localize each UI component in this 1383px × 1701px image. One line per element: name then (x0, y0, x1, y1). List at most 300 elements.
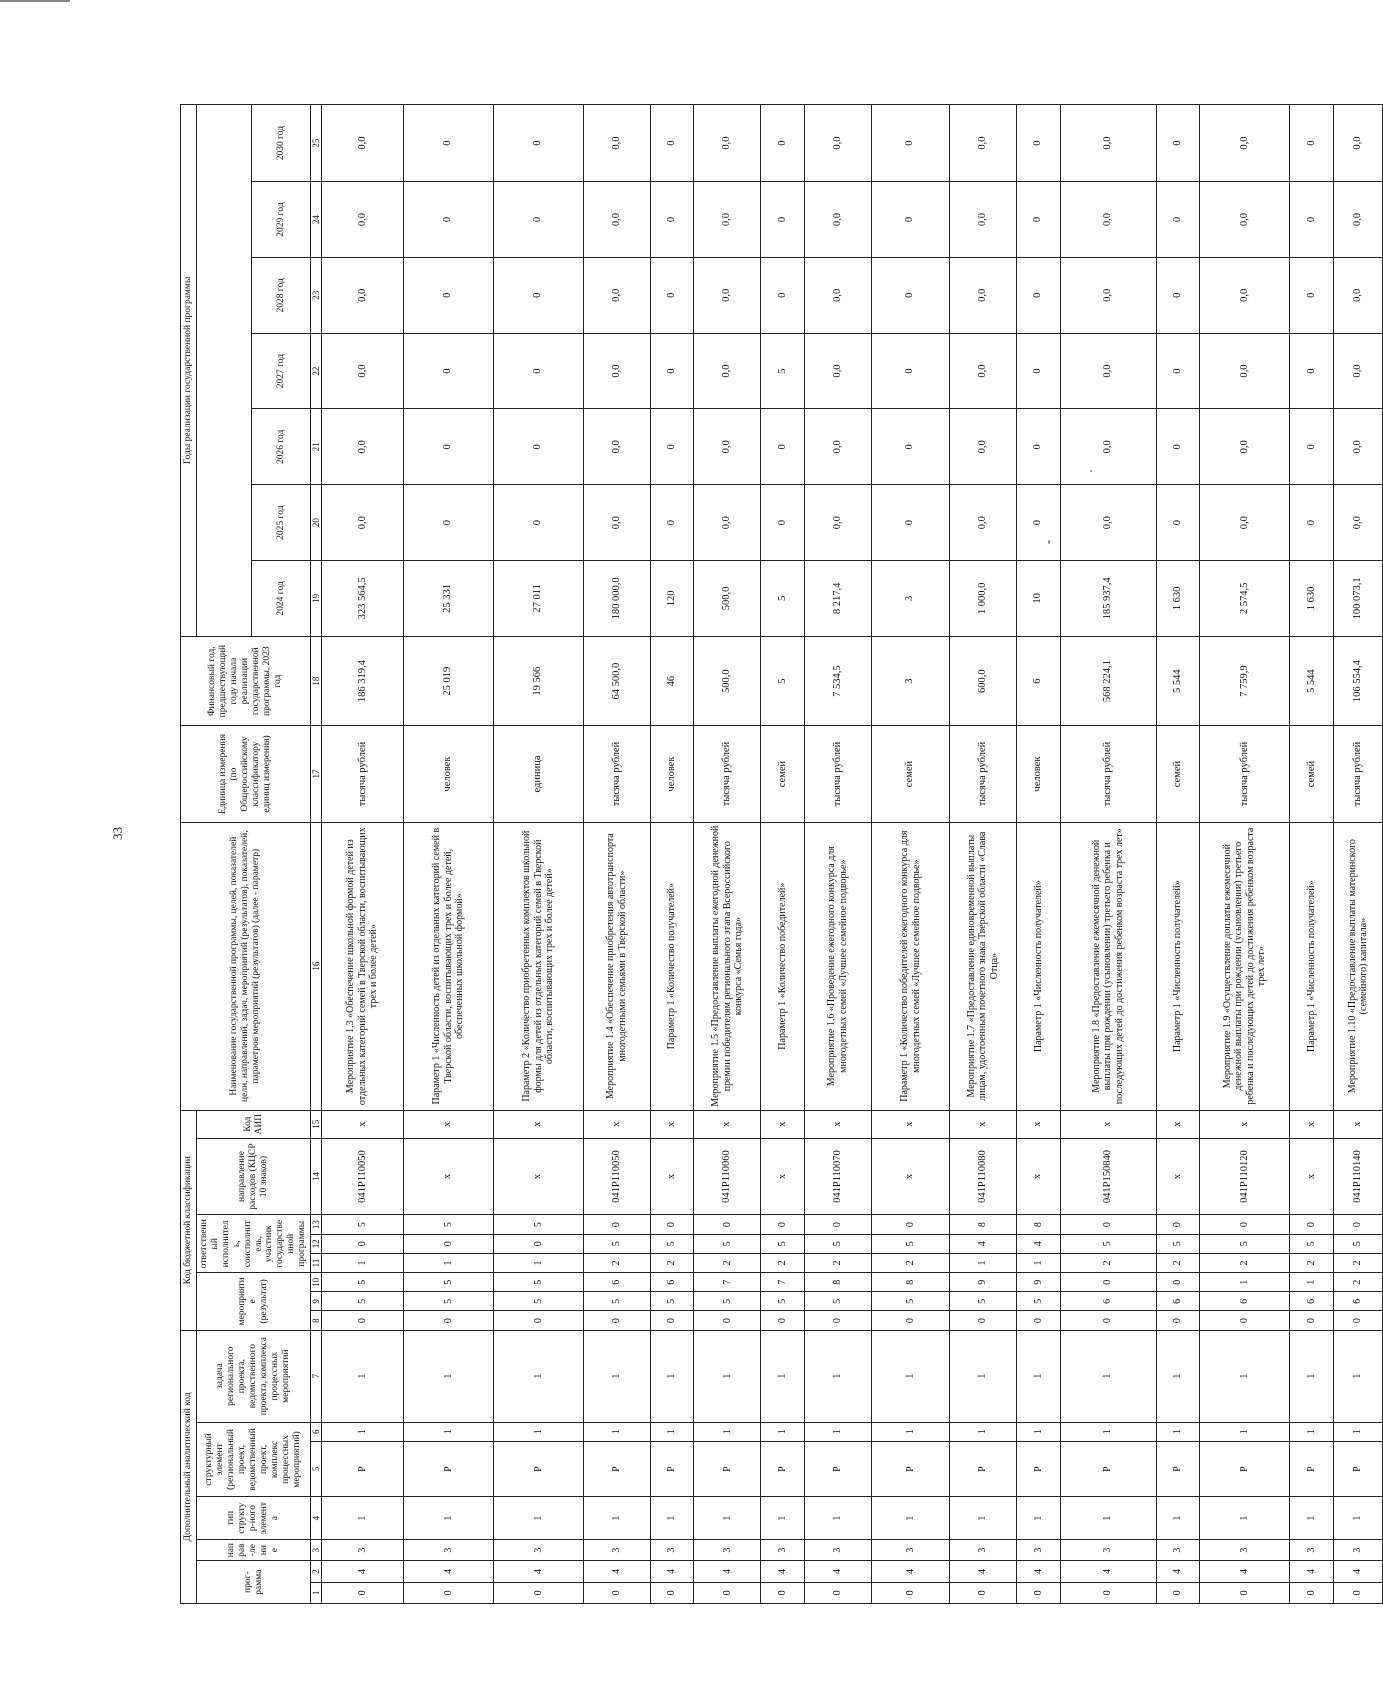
aip-cell: x (1017, 1110, 1061, 1138)
code-digit: 4 (871, 1561, 949, 1582)
unit-cell: семей (871, 726, 949, 822)
code-digit: 1 (1333, 1497, 1382, 1540)
year-value-cell: 0,0 (322, 409, 403, 485)
column-index: 4 (311, 1497, 322, 1540)
header-year: 2024 год (251, 561, 310, 637)
year-value-cell: 0,0 (694, 105, 761, 182)
base-year-cell: 568 224,1 (1060, 636, 1156, 726)
code-digit: 2 (650, 1253, 694, 1272)
code-digit: 5 (584, 1292, 651, 1311)
code-digit: 0 (950, 1582, 1017, 1603)
code-digit: 5 (950, 1292, 1017, 1311)
year-value-cell: 0 (403, 409, 493, 485)
code-digit: 9 (950, 1273, 1017, 1292)
code-digit: 1 (950, 1497, 1017, 1540)
code-digit: 0 (761, 1582, 805, 1603)
code-digit: 0 (804, 1215, 871, 1234)
code-digit: 0 (403, 1311, 493, 1330)
code-digit: 1 (694, 1497, 761, 1540)
code-digit: 1 (403, 1422, 493, 1441)
code-digit: 0 (322, 1582, 403, 1603)
base-year-cell: 6 (1017, 636, 1061, 726)
table-row (950, 105, 1017, 1604)
column-index: 3 (311, 1539, 322, 1560)
header-year: 2025 год (251, 485, 310, 561)
code-digit: 0 (761, 1215, 805, 1234)
code-digit: 2 (1290, 1253, 1334, 1272)
code-digit: 5 (584, 1234, 651, 1253)
column-index: 24 (311, 182, 322, 258)
column-index: 20 (311, 485, 322, 561)
code-digit: 1 (1200, 1497, 1290, 1540)
kcsr-cell: x (493, 1138, 583, 1215)
year-value-cell: 0 (1290, 182, 1334, 258)
code-digit: 0 (1060, 1582, 1156, 1603)
year-value-cell: 0,0 (322, 182, 403, 258)
base-year-cell: 5 544 (1156, 636, 1200, 726)
header-tip: тип структур-ного элемента (196, 1497, 310, 1540)
code-digit: 0 (403, 1582, 493, 1603)
code-digit: 1 (322, 1422, 403, 1441)
year-value-cell: 5 (761, 561, 805, 637)
header-years-group: Годы реализации государственной программы (181, 105, 197, 637)
column-index: 18 (311, 636, 322, 726)
name-cell: Мероприятие 1.3 «Обеспечение школьной формой детей из отдельных категорий семей в Тверской области, воспитывающих трех и более детей» (322, 822, 403, 1110)
code-digit: 1 (584, 1330, 651, 1422)
code-digit: 0 (871, 1582, 949, 1603)
code-digit: 1 (403, 1253, 493, 1272)
year-value-cell: 0,0 (322, 105, 403, 182)
code-digit: 1 (1200, 1422, 1290, 1441)
year-value-cell: 0 (493, 333, 583, 409)
code-digit: 1 (1156, 1422, 1200, 1441)
code-digit: 1 (403, 1497, 493, 1540)
code-digit: 5 (322, 1292, 403, 1311)
code-digit: 0 (761, 1311, 805, 1330)
aip-cell: x (584, 1110, 651, 1138)
column-index: 17 (311, 726, 322, 822)
header-base-year: Финансовый год, предшествующий году начала реализации государственной программы, 2023 год (181, 636, 311, 726)
aip-cell: x (694, 1110, 761, 1138)
year-value-cell: 0 (493, 485, 583, 561)
column-index: 5 (311, 1441, 322, 1497)
code-digit: 4 (1017, 1234, 1061, 1253)
code-digit: 8 (871, 1273, 949, 1292)
header-programma: прог-рамма (196, 1561, 310, 1604)
code-digit: 2 (1156, 1253, 1200, 1272)
unit-cell: тысяча рублей (1200, 726, 1290, 822)
year-value-cell: 120 (650, 561, 694, 637)
code-digit: 5 (804, 1234, 871, 1253)
column-index: 10 (311, 1273, 322, 1292)
code-digit: 1 (761, 1422, 805, 1441)
code-digit: 0 (1156, 1215, 1200, 1234)
code-digit: 0 (493, 1311, 583, 1330)
code-digit: 4 (950, 1234, 1017, 1253)
name-cell: Мероприятие 1.4 «Обеспечение приобретения автотранспорта многодетными семьями в Тверской области» (584, 822, 651, 1110)
year-value-cell: 185 937,4 (1060, 561, 1156, 637)
code-digit: 0 (650, 1215, 694, 1234)
scan-edge-line (0, 0, 70, 2)
code-digit: 1 (761, 1497, 805, 1540)
unit-cell: тысяча рублей (804, 726, 871, 822)
aip-cell: x (1060, 1110, 1156, 1138)
code-digit: 5 (403, 1292, 493, 1311)
header-year: 2028 год (251, 257, 310, 333)
code-digit: 0 (1200, 1582, 1290, 1603)
code-digit: 1 (950, 1330, 1017, 1422)
code-digit: 0 (584, 1582, 651, 1603)
year-value-cell: 10 (1017, 561, 1061, 637)
kcsr-cell: 041Р110140 (1333, 1138, 1382, 1215)
year-value-cell: 100 073,1 (1333, 561, 1382, 637)
year-value-cell: 0 (1017, 182, 1061, 258)
kcsr-cell: 041Р150840 (1060, 1138, 1156, 1215)
year-value-cell: 0 (1290, 105, 1334, 182)
year-value-cell: 0 (871, 485, 949, 561)
year-value-cell: 0,0 (322, 485, 403, 561)
year-value-cell: 0 (1156, 105, 1200, 182)
code-digit: 8 (804, 1273, 871, 1292)
code-digit: 5 (493, 1215, 583, 1234)
code-digit: 2 (584, 1253, 651, 1272)
code-digit: 0 (694, 1215, 761, 1234)
code-digit: 5 (403, 1273, 493, 1292)
base-year-cell: 106 554,4 (1333, 636, 1382, 726)
code-digit: 3 (1200, 1539, 1290, 1560)
year-value-cell: 0,0 (804, 409, 871, 485)
table-row (1060, 105, 1156, 1604)
code-digit: 5 (403, 1215, 493, 1234)
unit-cell: семей (1156, 726, 1200, 822)
code-digit: 1 (322, 1253, 403, 1272)
year-value-cell: 0,0 (804, 182, 871, 258)
code-digit: Р (1017, 1441, 1061, 1497)
code-digit: 0 (871, 1215, 949, 1234)
year-value-cell: 0,0 (322, 257, 403, 333)
code-digit: 3 (322, 1539, 403, 1560)
code-digit: 3 (761, 1539, 805, 1560)
code-digit: 6 (650, 1273, 694, 1292)
year-value-cell: 0 (871, 333, 949, 409)
code-digit: 0 (1200, 1215, 1290, 1234)
code-digit: 6 (1333, 1292, 1382, 1311)
year-value-cell: 0,0 (804, 485, 871, 561)
year-value-cell: 25 331 (403, 561, 493, 637)
code-digit: 4 (1290, 1561, 1334, 1582)
code-digit: 9 (1017, 1273, 1061, 1292)
code-digit: 0 (950, 1311, 1017, 1330)
aip-cell: x (493, 1110, 583, 1138)
header-napravlenie: направ-ление (196, 1539, 310, 1560)
code-digit: 0 (804, 1311, 871, 1330)
code-digit: 0 (1200, 1311, 1290, 1330)
year-value-cell: 1 630 (1290, 561, 1334, 637)
code-digit: 5 (322, 1273, 403, 1292)
year-value-cell: 0,0 (1060, 333, 1156, 409)
year-value-cell: 5 (761, 333, 805, 409)
code-digit: 4 (804, 1561, 871, 1582)
column-index: 7 (311, 1330, 322, 1422)
year-value-cell: 0 (650, 182, 694, 258)
code-digit: 1 (694, 1422, 761, 1441)
code-digit: 4 (1333, 1561, 1382, 1582)
column-index: 9 (311, 1292, 322, 1311)
year-value-cell: 0 (1290, 409, 1334, 485)
column-index: 15 (311, 1110, 322, 1138)
code-digit: 2 (1200, 1253, 1290, 1272)
year-value-cell: 0,0 (950, 182, 1017, 258)
year-value-cell: 0 (761, 485, 805, 561)
code-digit: 1 (1200, 1273, 1290, 1292)
code-digit: 4 (761, 1561, 805, 1582)
code-digit: 0 (1333, 1582, 1382, 1603)
code-digit: 5 (761, 1234, 805, 1253)
code-digit: 5 (694, 1234, 761, 1253)
year-value-cell: 0 (403, 333, 493, 409)
aip-cell: x (650, 1110, 694, 1138)
code-digit: 1 (871, 1497, 949, 1540)
base-year-cell: 7 534,5 (804, 636, 871, 726)
year-value-cell: 0,0 (1333, 409, 1382, 485)
column-index: 22 (311, 333, 322, 409)
code-digit: 3 (871, 1539, 949, 1560)
year-value-cell: 0,0 (1200, 105, 1290, 182)
year-value-cell: 0 (1290, 333, 1334, 409)
code-digit: 1 (804, 1422, 871, 1441)
code-digit: 0 (493, 1234, 583, 1253)
year-value-cell: 0,0 (1200, 182, 1290, 258)
year-value-cell: 0 (403, 182, 493, 258)
table-row (650, 105, 694, 1604)
code-digit: 1 (1017, 1422, 1061, 1441)
code-digit: 0 (1290, 1582, 1334, 1603)
year-value-cell: 0,0 (1333, 182, 1382, 258)
code-digit: 1 (650, 1330, 694, 1422)
code-digit: 1 (1060, 1422, 1156, 1441)
year-value-cell: 0,0 (584, 182, 651, 258)
aip-cell: x (403, 1110, 493, 1138)
kcsr-cell: 041Р110050 (322, 1138, 403, 1215)
year-value-cell: 3 (871, 561, 949, 637)
unit-cell: семей (1290, 726, 1334, 822)
code-digit: 3 (1156, 1539, 1200, 1560)
code-digit: 0 (1333, 1311, 1382, 1330)
code-digit: 5 (871, 1234, 949, 1253)
code-digit: Р (1156, 1441, 1200, 1497)
code-digit: 1 (1156, 1497, 1200, 1540)
table-row (493, 105, 583, 1604)
code-digit: Р (493, 1441, 583, 1497)
code-digit: 1 (322, 1330, 403, 1422)
year-value-cell: 0 (650, 409, 694, 485)
year-value-cell: 0 (1156, 409, 1200, 485)
code-digit: 4 (1200, 1561, 1290, 1582)
code-digit: 0 (1156, 1582, 1200, 1603)
year-value-cell: 0 (493, 409, 583, 485)
code-digit: 1 (804, 1497, 871, 1540)
code-digit: 0 (493, 1582, 583, 1603)
header-analytic-group: Дополнительный аналитический код (181, 1330, 197, 1603)
code-digit: 5 (761, 1292, 805, 1311)
year-value-cell: 0 (871, 257, 949, 333)
code-digit: 0 (1290, 1311, 1334, 1330)
column-index: 13 (311, 1215, 322, 1234)
name-cell: Мероприятие 1.9 «Осуществление доплаты ежемесячной денежной выплаты при рождении (усыновлении) третьего ребенка и последующих детей до достижения ребенком возраста трех лет» (1200, 822, 1290, 1110)
kcsr-cell: x (1290, 1138, 1334, 1215)
code-digit: 0 (1017, 1311, 1061, 1330)
code-digit: 1 (1290, 1497, 1334, 1540)
year-value-cell: 0,0 (1060, 485, 1156, 561)
code-digit: 4 (584, 1561, 651, 1582)
code-digit: 7 (761, 1273, 805, 1292)
year-value-cell: 0,0 (694, 257, 761, 333)
year-value-cell: 0 (871, 409, 949, 485)
code-digit: 6 (1200, 1292, 1290, 1311)
year-value-cell: 0 (1156, 257, 1200, 333)
name-cell: Параметр 1 «Численность детей из отдельных категорий семей в Тверской области, воспитывающих трех и более детей, обеспеченных школьной формой» (403, 822, 493, 1110)
year-value-cell: 0,0 (950, 409, 1017, 485)
table-row (1333, 105, 1382, 1604)
unit-cell: тысяча рублей (584, 726, 651, 822)
code-digit: 1 (950, 1253, 1017, 1272)
code-digit: Р (1200, 1441, 1290, 1497)
year-value-cell: 0,0 (694, 485, 761, 561)
column-index: 8 (311, 1311, 322, 1330)
code-digit: Р (761, 1441, 805, 1497)
code-digit: Р (804, 1441, 871, 1497)
year-value-cell: 0,0 (950, 105, 1017, 182)
code-digit: 3 (1290, 1539, 1334, 1560)
code-digit: 6 (584, 1273, 651, 1292)
code-digit: 5 (1017, 1292, 1061, 1311)
code-digit: 0 (322, 1234, 403, 1253)
year-value-cell: 1 630 (1156, 561, 1200, 637)
base-year-cell: 64 500,0 (584, 636, 651, 726)
year-value-cell: 0,0 (1200, 257, 1290, 333)
table-row (1200, 105, 1290, 1604)
header-year: 2029 год (251, 182, 310, 258)
header-budget-group: Код бюджетной классификации (181, 1110, 197, 1330)
year-value-cell: 0 (650, 333, 694, 409)
code-digit: 4 (1060, 1561, 1156, 1582)
code-digit: Р (584, 1441, 651, 1497)
code-digit: Р (1333, 1441, 1382, 1497)
code-digit: 7 (694, 1273, 761, 1292)
code-digit: 2 (761, 1253, 805, 1272)
year-value-cell: 0 (1017, 333, 1061, 409)
unit-cell: тысяча рублей (1060, 726, 1156, 822)
year-value-cell: 0 (650, 257, 694, 333)
base-year-cell: 5 (761, 636, 805, 726)
code-digit: Р (1060, 1441, 1156, 1497)
kcsr-cell: x (650, 1138, 694, 1215)
year-value-cell: 1 000,0 (950, 561, 1017, 637)
base-year-cell: 19 566 (493, 636, 583, 726)
code-digit: 1 (871, 1422, 949, 1441)
code-digit: 4 (403, 1561, 493, 1582)
code-digit: 0 (584, 1311, 651, 1330)
kcsr-cell: 041Р110060 (694, 1138, 761, 1215)
year-value-cell: 0,0 (584, 409, 651, 485)
column-index: 11 (311, 1253, 322, 1272)
year-value-cell: 0 (403, 257, 493, 333)
year-value-cell: 0 (761, 257, 805, 333)
code-digit: Р (322, 1441, 403, 1497)
year-value-cell: 0,0 (694, 333, 761, 409)
code-digit: 3 (1333, 1539, 1382, 1560)
year-value-cell: 0 (650, 105, 694, 182)
year-value-cell: 500,0 (694, 561, 761, 637)
base-year-cell: 46 (650, 636, 694, 726)
column-index: 6 (311, 1422, 322, 1441)
code-digit: 4 (650, 1561, 694, 1582)
name-cell: Мероприятие 1.6 «Проведение ежегодного конкурса для многодетных семей «Лучшее семейное подворье» (804, 822, 871, 1110)
year-value-cell: 0,0 (1060, 105, 1156, 182)
code-digit: 0 (1156, 1311, 1200, 1330)
year-value-cell: 0 (493, 182, 583, 258)
code-digit: 6 (1156, 1292, 1200, 1311)
code-digit: 0 (1156, 1273, 1200, 1292)
code-digit: 1 (761, 1330, 805, 1422)
year-value-cell: 0,0 (584, 485, 651, 561)
year-value-cell: 323 564,5 (322, 561, 403, 637)
year-value-cell: 0,0 (950, 485, 1017, 561)
year-value-cell: 0,0 (1333, 485, 1382, 561)
year-value-cell: 0,0 (1060, 257, 1156, 333)
year-value-cell: 0 (761, 409, 805, 485)
year-value-cell: 0,0 (804, 333, 871, 409)
year-value-cell: 0,0 (694, 409, 761, 485)
code-digit: 0 (322, 1311, 403, 1330)
base-year-cell: 25 019 (403, 636, 493, 726)
year-value-cell: 0,0 (804, 257, 871, 333)
code-digit: 2 (871, 1253, 949, 1272)
name-cell: Параметр 1 «Численность получателей» (1017, 822, 1061, 1110)
year-value-cell: 0 (1017, 105, 1061, 182)
base-year-cell: 5 544 (1290, 636, 1334, 726)
unit-cell: человек (650, 726, 694, 822)
code-digit: 1 (804, 1330, 871, 1422)
code-digit: 1 (650, 1422, 694, 1441)
base-year-cell: 7 759,9 (1200, 636, 1290, 726)
header-structural: структурный элемент (региональный проект, ведомственный проект, комплекс процессных мероприятий) (196, 1422, 310, 1497)
code-digit: 1 (493, 1422, 583, 1441)
code-digit: 4 (493, 1561, 583, 1582)
name-cell: Параметр 1 «Количество получателей» (650, 822, 694, 1110)
year-value-cell: 0 (403, 485, 493, 561)
aip-cell: x (1290, 1110, 1334, 1138)
code-digit: 0 (650, 1311, 694, 1330)
code-digit: Р (950, 1441, 1017, 1497)
code-digit: 8 (1017, 1215, 1061, 1234)
kcsr-cell: 041Р110080 (950, 1138, 1017, 1215)
table-row (1156, 105, 1200, 1604)
year-value-cell: 0,0 (1200, 485, 1290, 561)
year-value-cell: 0 (871, 105, 949, 182)
name-cell: Параметр 1 «Численность получателей» (1290, 822, 1334, 1110)
code-digit: 1 (1333, 1422, 1382, 1441)
code-digit: 0 (403, 1234, 493, 1253)
code-digit: 1 (1290, 1422, 1334, 1441)
code-digit: 5 (322, 1215, 403, 1234)
code-digit: 2 (694, 1253, 761, 1272)
aip-cell: x (1200, 1110, 1290, 1138)
code-digit: 3 (804, 1539, 871, 1560)
aip-cell: x (871, 1110, 949, 1138)
year-value-cell: 0 (403, 105, 493, 182)
unit-cell: тысяча рублей (1333, 726, 1382, 822)
